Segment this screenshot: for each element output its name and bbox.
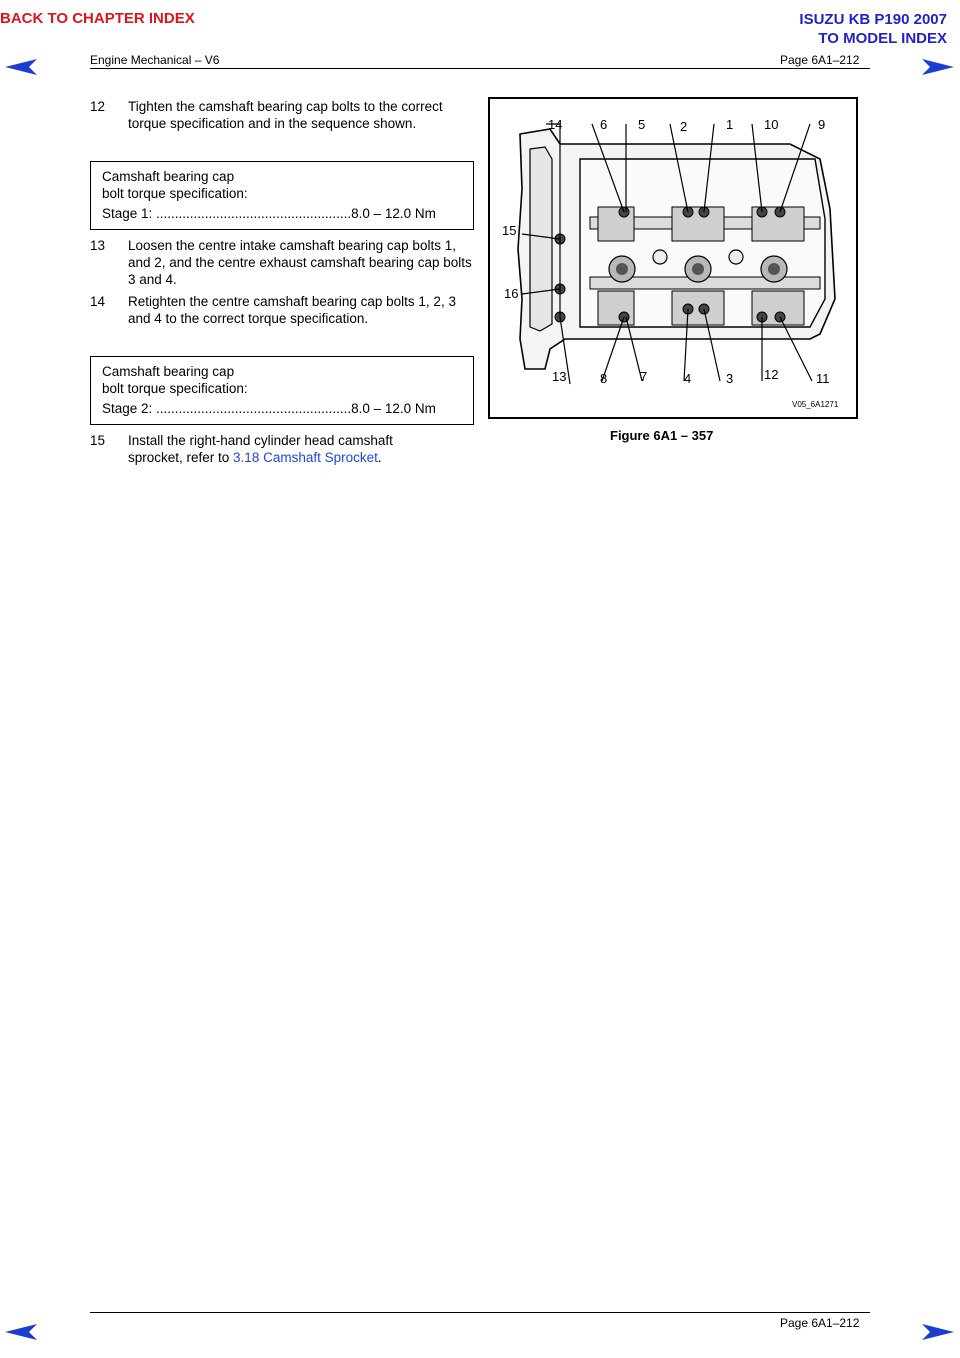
footer-rule <box>90 1312 870 1313</box>
back-to-chapter-index-link[interactable]: BACK TO CHAPTER INDEX <box>0 10 195 27</box>
bolt-label: 4 <box>684 371 692 386</box>
spec-line-1: Camshaft bearing cap <box>102 364 235 379</box>
section-title: Engine Mechanical – V6 <box>90 53 220 67</box>
model-index-block[interactable] <box>799 10 947 48</box>
spec-line-2: bolt torque specification: <box>102 186 248 201</box>
spec-line-2: bolt torque specification: <box>102 381 248 396</box>
bolt-label: 12 <box>764 367 779 382</box>
footer-page-number: Page 6A1–212 <box>780 1316 860 1330</box>
bolt-label: 5 <box>638 117 646 132</box>
bolt-label: 2 <box>680 119 688 134</box>
bolt-label: 11 <box>816 371 830 386</box>
bolt-label: 7 <box>640 369 648 384</box>
camshaft-sprocket-link[interactable]: 3.18 Camshaft Sprocket <box>233 450 378 465</box>
step-text-after: . <box>377 450 382 465</box>
previous-page-arrow-icon[interactable] <box>3 57 39 77</box>
cylinder-head-illustration <box>490 99 856 417</box>
torque-spec-box-stage-1 <box>90 161 474 230</box>
step-number: 12 <box>90 99 106 114</box>
previous-page-arrow-icon[interactable] <box>3 1322 39 1342</box>
spec-line-1: Camshaft bearing cap <box>102 169 235 184</box>
step-text: Retighten the centre camshaft bearing cap bolts 1, 2, 3 and 4 to the correct torque specification. <box>128 294 456 326</box>
bolt-label: 14 <box>548 117 563 132</box>
bolt-label: 8 <box>600 371 608 386</box>
bolt-label: 15 <box>502 223 517 238</box>
figure-code: V05_6A1271 <box>792 400 839 409</box>
bolt-label: 6 <box>600 117 608 132</box>
bolt-label: 9 <box>818 117 826 132</box>
bolt-label: 1 <box>726 117 734 132</box>
step-text-before: Install the right-hand cylinder head camshaft sprocket, refer to <box>128 433 393 465</box>
bolt-label: 10 <box>764 117 779 132</box>
step-text <box>128 432 448 466</box>
camshaft-bolt-sequence-figure <box>488 97 858 419</box>
header-rule <box>90 68 870 69</box>
spec-stage-value: Stage 2: ....................................................8.0 – 12.0 Nm <box>102 401 436 416</box>
next-page-arrow-icon[interactable] <box>920 57 956 77</box>
torque-spec-box-stage-2 <box>90 356 474 425</box>
next-page-arrow-icon[interactable] <box>920 1322 956 1342</box>
step-number: 15 <box>90 433 106 448</box>
spec-stage-value: Stage 1: ....................................................8.0 – 12.0 Nm <box>102 206 436 221</box>
model-title[interactable]: ISUZU KB P190 2007 <box>799 11 947 28</box>
step-text: Tighten the camshaft bearing cap bolts to the correct torque specification and in the sequence shown. <box>128 99 443 131</box>
step-text: Loosen the centre intake camshaft bearing cap bolts 1, and 2, and the centre exhaust camshaft bearing cap bolts 3 and 4. <box>128 238 472 287</box>
header-page-number: Page 6A1–212 <box>780 53 860 67</box>
bolt-label: 3 <box>726 371 734 386</box>
bolt-label: 13 <box>552 369 567 384</box>
figure-caption: Figure 6A1 – 357 <box>610 428 714 443</box>
bolt-label: 16 <box>504 286 519 301</box>
step-number: 14 <box>90 294 106 309</box>
to-model-index-link[interactable]: TO MODEL INDEX <box>818 30 947 47</box>
step-number: 13 <box>90 238 106 253</box>
